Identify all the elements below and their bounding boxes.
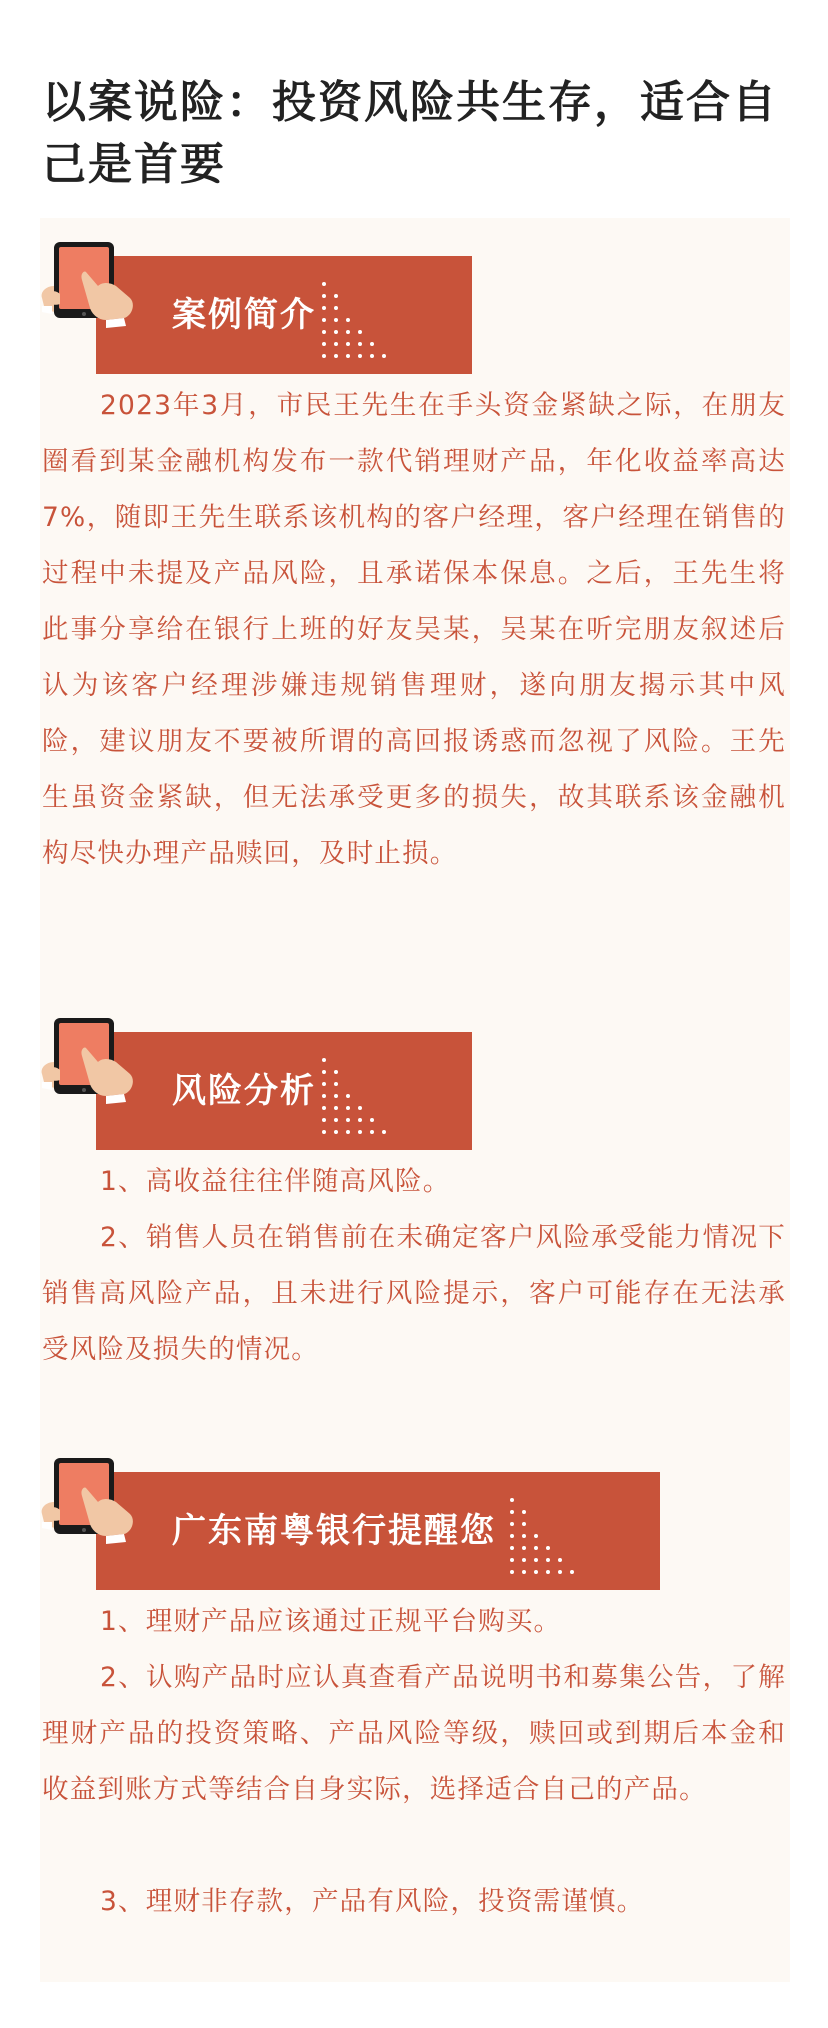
case-paragraph: 2023年3月，市民王先生在手头资金紧缺之际，在朋友圈看到某金融机构发布一款代销理财产品，年化收益率高达7%，随即王先生联系该机构的客户经理，客户经理在销售的过程中未提及产品风险，且承诺保本保息。之后，王先生将此事分享给在银行上班的好友吴某，吴某在听完朋友叙述后认为该客户经理涉嫌违规销售理财，遂向朋友揭示其中风险，建议朋友不要被所谓的高回报诱惑而忽视了风险。王先生虽资金紧缺，但无法承受更多的损失，故其联系该金融机构尽快办理产品赎回，及时止损。 — [42, 390, 786, 869]
section-title: 风险分析 — [172, 1071, 316, 1111]
risk-item-1: 1、高收益往往伴随高风险。 — [100, 1166, 451, 1197]
dots-decoration-icon — [320, 276, 400, 366]
section-title: 广东南粤银行提醒您 — [172, 1511, 496, 1551]
section-banner — [96, 1472, 660, 1590]
tablet-hand-icon — [40, 236, 140, 336]
section-header-reminder — [40, 1452, 680, 1602]
risk-item-2: 2、销售人员在销售前在未确定客户风险承受能力情况下销售高风险产品，且未进行风险提示，客户可能存在无法承受风险及损失的情况。 — [42, 1222, 786, 1365]
section-title: 案例简介 — [172, 295, 316, 335]
tablet-hand-icon — [40, 1452, 140, 1552]
dots-decoration-icon — [508, 1492, 588, 1582]
page-title: 以案说险：投资风险共生存，适合自己是首要 — [42, 77, 778, 190]
reminder-item-1: 1、理财产品应该通过正规平台购买。 — [100, 1606, 562, 1637]
reminder-item-2: 2、认购产品时应认真查看产品说明书和募集公告，了解理财产品的投资策略、产品风险等级，赎回或到期后本金和收益到账方式等结合自身实际，选择适合自己的产品。 — [42, 1662, 786, 1805]
section-header-case — [40, 236, 500, 386]
tablet-hand-icon — [40, 1012, 140, 1112]
section-banner — [96, 256, 472, 374]
dots-decoration-icon — [320, 1052, 400, 1142]
section-header-risk — [40, 1012, 500, 1162]
section-banner — [96, 1032, 472, 1150]
reminder-item-3: 3、理财非存款，产品有风险，投资需谨慎。 — [100, 1886, 645, 1917]
